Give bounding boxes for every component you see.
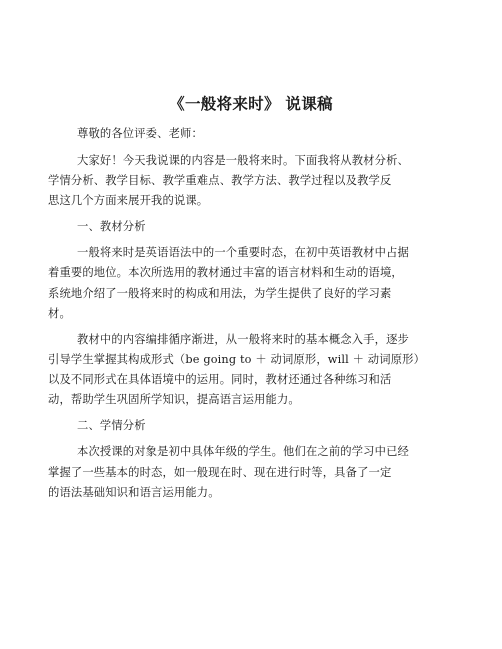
document-title: 《一般将来时》 说课稿: [169, 95, 333, 113]
paragraph-line: 的语法基础知识和语言运用能力。: [48, 486, 220, 499]
intro-line: 大家好！今天我说课的内容是一般将来时。下面我将从教材分析、: [77, 154, 409, 167]
paragraph-line: 本次授课的对象是初中具体年级的学生。他们在之前的学习中已经: [77, 445, 409, 458]
paragraph-line: 着重要的地位。本次所选用的教材通过丰富的语言材料和生动的语境，: [48, 266, 403, 279]
paragraph-line: 系统地介绍了一般将来时的构成和用法，为学生提供了良好的学习素: [48, 287, 392, 300]
section-heading-textbook-analysis: 一、教材分析: [77, 220, 146, 233]
paragraph-line: 教材中的内容编排循序渐进，从一般将来时的基本概念入手，逐步: [77, 333, 409, 346]
paragraph-line: 以及不同形式在具体语境中的运用。同时，教材还通过各种练习和活: [48, 373, 392, 386]
paragraph-line: 动，帮助学生巩固所学知识，提高语言运用能力。: [48, 393, 300, 406]
paragraph-line: 引导学生掌握其构成形式（be going to ＋ 动词原形，will ＋ 动词原形）: [48, 353, 426, 366]
section-heading-student-analysis: 二、学情分析: [77, 419, 146, 432]
salutation: 尊敬的各位评委、老师：: [77, 127, 203, 140]
paragraph-line: 材。: [48, 307, 71, 320]
intro-line: 学情分析、教学目标、教学重难点、教学方法、教学过程以及教学反: [48, 174, 392, 187]
intro-line: 思这几个方面来展开我的说课。: [48, 194, 209, 207]
paragraph-line: 掌握了一些基本的时态，如一般现在时、现在进行时等，具备了一定: [48, 466, 392, 479]
paragraph-line: 一般将来时是英语语法中的一个重要时态，在初中英语教材中占据: [77, 246, 409, 259]
